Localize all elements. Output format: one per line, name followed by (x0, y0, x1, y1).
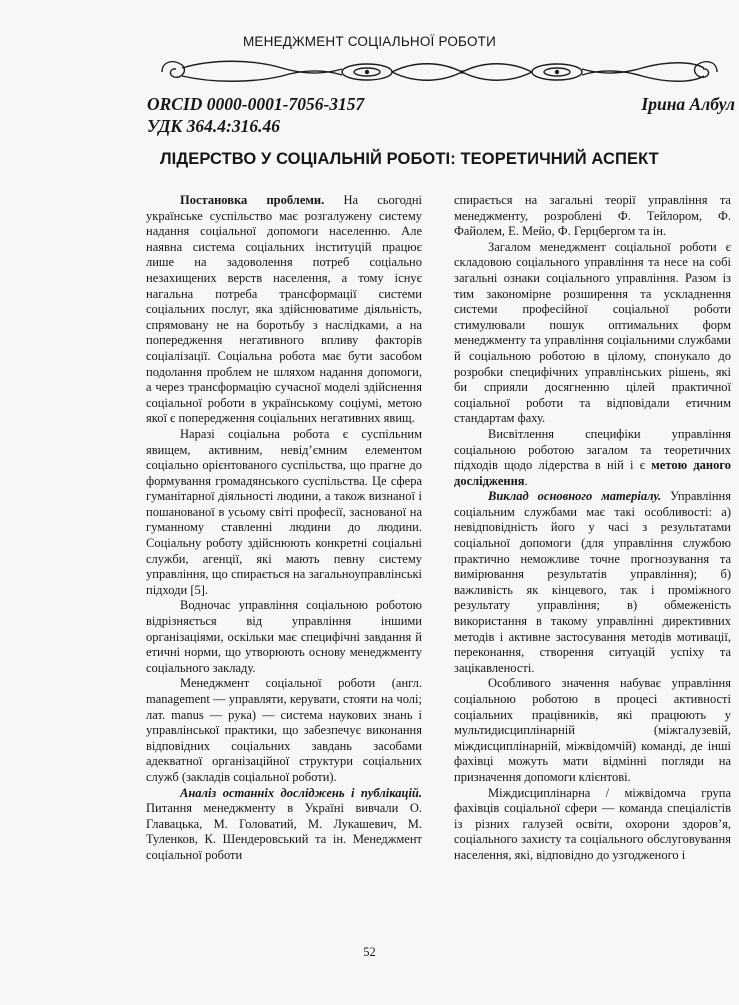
paragraph: Висвітлення специфіки управління соціальною роботою загалом та теоретичних підходів щодо лідерства в ній і є метою даного дослідження. (454, 426, 731, 488)
section-title: МЕНЕДЖМЕНТ СОЦІАЛЬНОЇ РОБОТИ (242, 34, 497, 49)
paragraph: Водночас управління соціальною роботою відрізняється від управління іншими організаціями, оскільки має специфічні завдання й етичні норми, що утворюють основу менеджменту соціального закладу. (146, 598, 422, 675)
left-column (146, 193, 422, 864)
paragraph: Наразі соціальна робота є суспільним явищем, активним, невід’ємним елементом соціально орієнтованого суспільства, що прагне до формування громадянського суспільства. Це сфера гуманітарної діяльності людини, а також визнаної і пошанованої в усьому світі професії, заснованої на гуманному ставленні людини до людини. Соціальну роботу здійснюють конкретні соціальні служби, агенції, які мають певну систему управління, що спирається на загальноуправлінські підходи [5]. (146, 426, 422, 597)
paragraph: Особливого значення набуває управління соціальною роботою в процесі активності соціальних працівників, які працюють у мультидисциплінарній (міжгалузевій, міждисциплінарній, міжвідомчій) команді, де інші фахівці можуть мати відмінні погляди на призначення допомоги клієнтові. (454, 676, 731, 784)
section-heading: Виклад основного матеріалу. (488, 489, 662, 504)
page-number: 52 (363, 945, 376, 959)
paragraph: Постановка проблеми. На сьогодні українське суспільство має розгалужену систему надання соціальної допомоги населенню. Але наявна система соціальних інституцій працює лише на задоволення потреб соціально незахищених верств населення, а тому існує нагальна потреба трансформації системи соціальних послуг, яка здійснюватиме діяльність, спрямовану не на боротьбу з наслідками, а на попередження негативного впливу факторів соціалізації. Соціальна робота має бути засобом подолання проблем не шляхом надання допомоги, а через трансформацію сучасної моделі здійснення соціальної роботи в українському соціумі, метою якої є попередження соціальних негативних явищ. (146, 193, 422, 426)
paragraph: спирається на загальні теорії управління та менеджменту, розроблені Ф. Тейлором, Ф. Файолем, Е. Мейо, Ф. Герцбергом та ін. (454, 193, 731, 239)
paragraph: Загалом менеджмент соціальної роботи є складовою соціального управління та несе на собі загальні ознаки соціального управління. Разом із тим закономірне розширення та ускладнення системи професійної соціальної роботи стимулювали пошук оптимальних форм менеджменту та управління соціальними службами й соціальною роботою в цілому, спонукало до розробки специфічних управлінських рішень, які би сприяли досягненню цілей практичної соціальної роботи та відповідали етичним стандартам фаху. (454, 239, 731, 426)
paragraph: Міждисциплінарна / міжвідомча група фахівців соціальної сфери — команда спеціалістів із різних галузей освіти, охорони здоров’я, соціального захисту та соціального обслуговування населення, які, відповідно до узгодженого і (454, 785, 731, 862)
decorative-ornament (152, 55, 727, 89)
section-heading: Аналіз останніх досліджень і публікацій. (180, 785, 422, 800)
paragraph: Аналіз останніх досліджень і публікацій. Питання менеджменту в Україні вивчали О. Главацька, М. Головатий, М. Лукашевич, М. Туленков, К. Шендеровський та ін. Менеджмент соціальної роботи (146, 785, 422, 862)
author-name: Ірина Албул (641, 94, 735, 114)
right-column (454, 193, 731, 864)
paragraph: Виклад основного матеріалу. Управління соціальним службами має такі особливості: а) невідповідність його у часі з результатами соціальної допомоги (для управління службою практично неможливе точне прогнозування та вимірювання результатів управління); б) важливість як кінцевого, так і проміжного результату управління; в) обмеженість використання в такому управлінні директивних методів і активне застосування методів мотивації, переконання, створення ситуацій успіху та зацікавленості. (454, 489, 731, 675)
paragraph: Менеджмент соціальної роботи (англ. management — управляти, керувати, стояти на чолі; лат. manus — рука) — система наукових знань і управлінської практики, що забезпечує виконання відповідних соціальних завдань засобами адекватної організаційної структури соціальних служб (закладів соціальної роботи). (146, 676, 422, 784)
article-title: ЛІДЕРСТВО У СОЦІАЛЬНІЙ РОБОТІ: ТЕОРЕТИЧНИЙ АСПЕКТ (160, 150, 659, 168)
emphasis: метою даного дослідження (454, 458, 731, 488)
orcid-id: ORCID 0000-0001-7056-3157 (147, 94, 365, 114)
section-heading: Постановка проблеми. (180, 193, 325, 207)
udk-code: УДК 364.4:316.46 (147, 116, 281, 136)
